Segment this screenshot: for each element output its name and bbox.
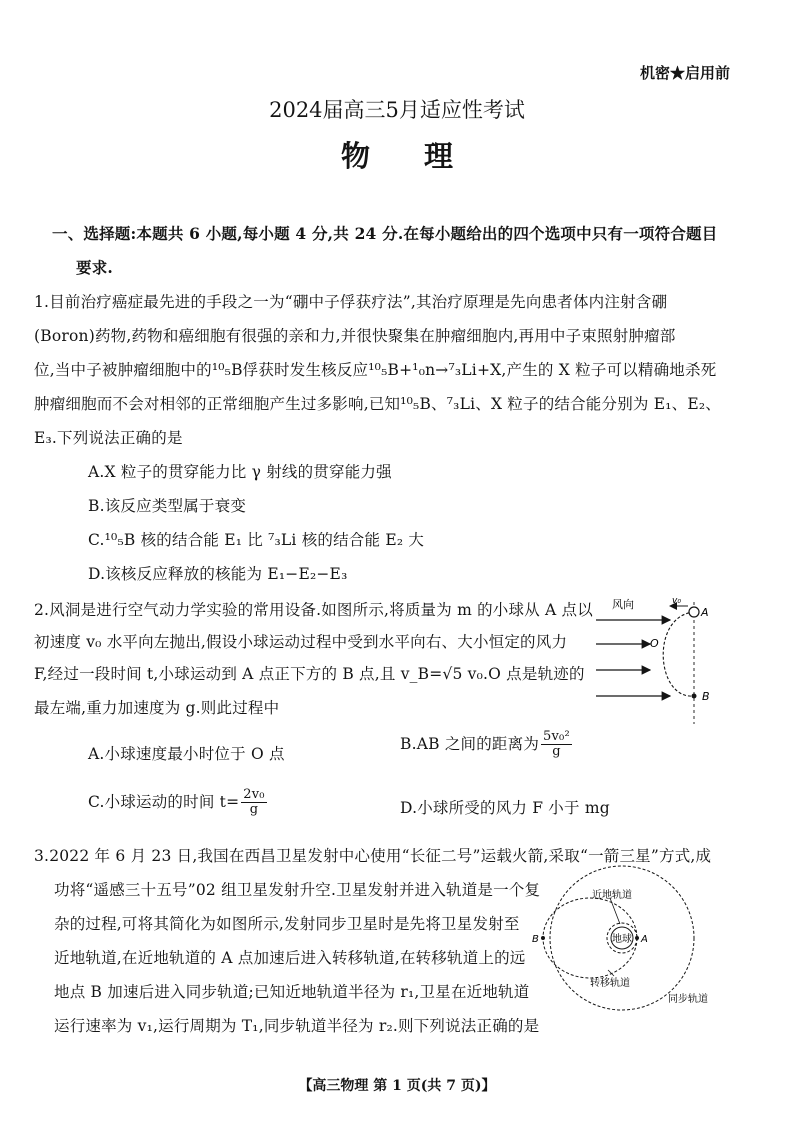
q3-line: 功将“遥感三十五号”02 组卫星发射升空.卫星发射并进入轨道是一个复 [54, 881, 541, 899]
subject-title: 物 理 [340, 139, 476, 173]
fraction-denominator: g [249, 802, 259, 818]
q2-option-c [88, 788, 269, 818]
page-footer: 【高三物理 第 1 页(共 7 页)】 [298, 1078, 496, 1094]
q2-line: 最左端,重力加速度为 g.则此过程中 [34, 699, 280, 717]
q1-option-d: D.该核反应释放的核能为 E₁−E₂−E₃ [88, 565, 348, 583]
fraction-numerator: 5v₀² [543, 729, 570, 744]
q2-option-b-prefix: B.AB 之间的距离为 [400, 734, 540, 753]
q3-line: 杂的过程,可将其简化为如图所示,发射同步卫星时是先将卫星发射至 [54, 915, 520, 933]
wind-arrows [596, 620, 670, 696]
sync-orbit-label: 同步轨道 [668, 994, 708, 1005]
wind-direction-label: 风向 [612, 598, 634, 611]
point-b-dot [541, 936, 545, 940]
q2-option-d: D.小球所受的风力 F 小于 mg [400, 799, 610, 817]
wind-tunnel-figure [590, 592, 730, 732]
transfer-orbit-leader [608, 970, 614, 976]
v0-label: v₀ [672, 596, 681, 606]
q2-option-b [400, 730, 574, 760]
q1-line: 1.目前治疗癌症最先进的手段之一为“硼中子俘获疗法”,其治疗原理是先向患者体内注射含硼 [34, 293, 668, 311]
fraction-denominator: g [552, 744, 561, 760]
section-heading-line2: 要求. [76, 258, 113, 277]
q3-line: 地点 B 加速后进入同步轨道;已知近地轨道半径为 r₁,卫星在近地轨道 [54, 983, 530, 1001]
point-b-label: B [702, 690, 710, 703]
ball-icon [689, 607, 699, 617]
q2-option-a: A.小球速度最小时位于 O 点 [88, 745, 285, 763]
q1-line: E₃.下列说法正确的是 [34, 429, 183, 447]
q1-line: (Boron)药物,药物和癌细胞有很强的亲和力,并很快聚集在肿瘤细胞内,再用中子束照射肿瘤部 [34, 327, 676, 345]
q1-option-a: A.X 粒子的贯穿能力比 γ 射线的贯穿能力强 [88, 463, 392, 481]
earth-label: 地球 [612, 934, 632, 945]
fraction-numerator: 2v₀ [243, 787, 265, 802]
trajectory-curve [663, 612, 694, 696]
q2-line: F,经过一段时间 t,小球运动到 A 点正下方的 B 点,且 v_B=√5 v₀.O 点是轨迹的 [34, 665, 585, 683]
q1-line: 位,当中子被肿瘤细胞中的¹⁰₅B俘获时发生核反应¹⁰₅B+¹₀n→⁷₃Li+X,产生的 X 粒子可以精确地杀死 [34, 361, 717, 379]
q2-line: 2.风洞是进行空气动力学实验的常用设备.如图所示,将质量为 m 的小球从 A 点以 [34, 601, 593, 619]
near-orbit-label: 近地轨道 [592, 890, 632, 901]
point-b-label: B [532, 934, 539, 945]
q1-option-b: B.该反应类型属于衰变 [88, 497, 247, 515]
point-b-dot [692, 694, 697, 699]
q3-line: 3.2022 年 6 月 23 日,我国在西昌卫星发射中心使用“长征二号”运载火箭,采取“一箭三星”方式,成 [34, 847, 712, 865]
q2-option-c-prefix: C.小球运动的时间 t= [88, 792, 240, 811]
exam-title: 2024届高三5月适应性考试 [269, 98, 525, 122]
point-a-label: A [641, 934, 648, 945]
q3-line: 近地轨道,在近地轨道的 A 点加速后进入转移轨道,在转移轨道上的远 [54, 949, 526, 967]
point-a-label: A [701, 606, 709, 619]
near-orbit-leader [610, 898, 620, 924]
section-heading-line1: 一、选择题:本题共 6 小题,每小题 4 分,共 24 分.在每小题给出的四个选项中只有一项符合题目 [52, 224, 718, 243]
orbit-figure [532, 866, 740, 1016]
q2-option-c-fraction [241, 788, 266, 818]
q2-line: 初速度 v₀ 水平向左抛出,假设小球运动过程中受到水平向右、大小恒定的风力 [34, 633, 568, 651]
q2-option-b-fraction [541, 730, 572, 760]
confidential-mark: 机密★启用前 [639, 64, 730, 82]
q3-line: 运行速率为 v₁,运行周期为 T₁,同步轨道半径为 r₂.则下列说法正确的是 [54, 1017, 540, 1035]
transfer-orbit-label: 转移轨道 [590, 978, 630, 989]
q1-option-c: C.¹⁰₅B 核的结合能 E₁ 比 ⁷₃Li 核的结合能 E₂ 大 [88, 531, 425, 549]
q1-line: 肿瘤细胞而不会对相邻的正常细胞产生过多影响,已知¹⁰₅B、⁷₃Li、X 粒子的结合能分别为 E₁、E₂、 [34, 395, 721, 413]
point-a-dot [635, 936, 639, 940]
point-o-label: O [650, 637, 659, 650]
